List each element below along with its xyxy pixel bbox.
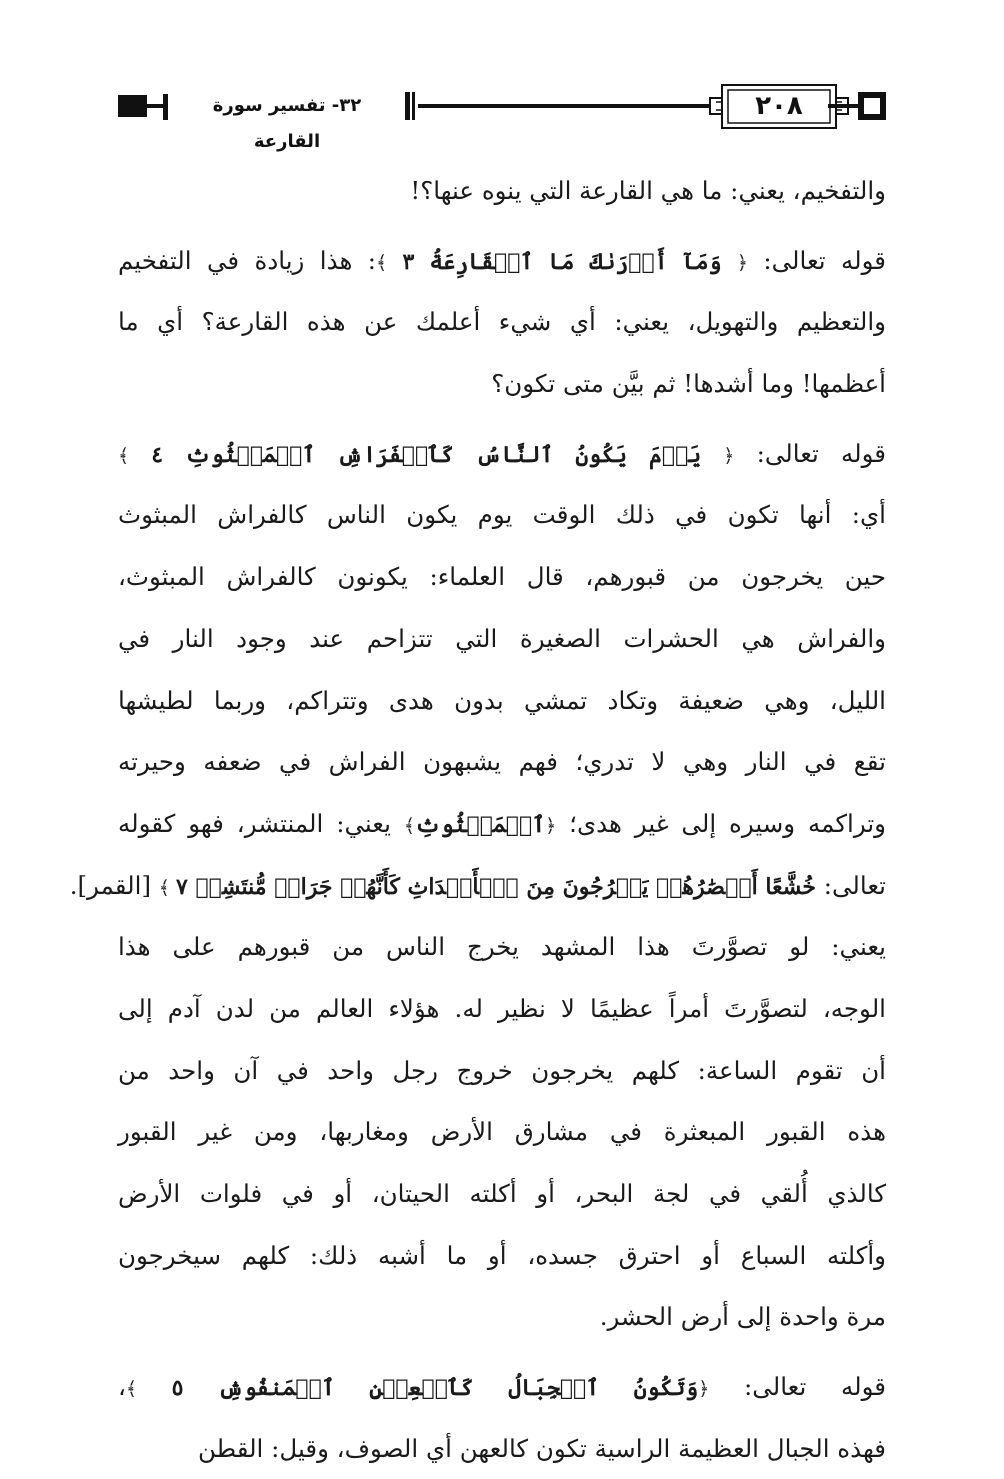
text-line — [118, 1040, 886, 1102]
text-line — [118, 608, 886, 670]
text-run: فهذه الجبال العظيمة الراسية تكون كالعهن أي الصوف، وقيل: القطن — [197, 1433, 886, 1463]
text-run: الوجه، لتصوَّرتَ أمراً عظيمًا لا نظير له. هؤلاء العالم من لدن آدم إلى — [118, 993, 886, 1023]
text-line — [118, 484, 886, 546]
chapter-title: ٣٢- تفسير سورة القارعة — [212, 95, 362, 152]
text-run: أن تقوم الساعة: كلهم يخرجون خروج رجل واحد في آن واحد من — [118, 1055, 886, 1085]
text-line — [118, 978, 886, 1040]
quran-verse: خُشَّعًا أَبۡصَٰرُهُمۡ يَخۡرُجُونَ مِنَ ٱلۡأَجۡدَاثِ كَأَنَّهُمۡ جَرَادٞ مُّنتَشِرٞ ٧ — [175, 873, 816, 900]
text-line — [118, 1163, 886, 1225]
text-line — [118, 160, 886, 222]
ornate-bracket: ﴿ — [723, 444, 735, 467]
text-run: أي: أنها تكون في ذلك الوقت يوم يكون الناس كالفراش المبثوث — [118, 500, 886, 530]
text-line — [118, 731, 886, 793]
text-run: أعظمها! وما أشدها! ثم بيَّن متى تكون؟ — [491, 369, 886, 399]
ornate-bracket: ﴾ — [376, 251, 388, 274]
text-line — [118, 1225, 886, 1287]
text-line — [118, 1286, 886, 1348]
quran-verse: يَوۡمَ يَكُونُ ٱلنَّاسُ كَٱلۡفَرَاشِ ٱلۡمَبۡثُوثِ ٤ — [129, 441, 724, 468]
ornate-bracket: ﴿ — [736, 251, 748, 274]
text-run: قوله تعالى: — [747, 245, 886, 275]
text-line — [118, 1356, 886, 1418]
text-line — [118, 291, 886, 353]
text-run: قوله تعالى: — [709, 1372, 886, 1402]
text-run: الليل، وهي ضعيفة وتكاد تمشي بدون هدى وتتراكم، وربما لطيشها — [118, 685, 886, 715]
text-line — [118, 670, 886, 732]
text-run: وتراكمه وسيره إلى غير هدى؛ — [556, 808, 886, 838]
text-line — [69, 855, 886, 917]
text-line — [118, 1101, 886, 1163]
text-run: ، — [118, 1372, 126, 1402]
body-text — [69, 160, 886, 1479]
text-run: قوله تعالى: — [734, 438, 886, 468]
ornate-bracket: ﴾ — [118, 444, 130, 467]
quran-verse: ٱلۡمَبۡثُوثِ — [414, 811, 546, 838]
text-line — [118, 916, 886, 978]
quran-verse: وَمَآ أَدۡرَىٰكَ مَا ٱلۡقَارِعَةُ ٣ — [387, 248, 737, 275]
text-run: وأكلته السباع أو احترق جسده، أو ما أشبه ذلك: كلهم سيخرجون — [118, 1240, 886, 1270]
ornate-bracket: ﴿ — [698, 1378, 710, 1401]
text-run: : هذا زيادة في التفخيم — [118, 245, 377, 275]
ornate-bracket: ﴾ — [403, 814, 415, 837]
header-ornament-rule — [0, 0, 1004, 150]
text-run: والفراش هي الحشرات الصغيرة التي تتزاحم عند وجود النار في — [118, 623, 886, 653]
text-run: [القمر]. — [69, 870, 159, 900]
ornate-bracket: ﴿ — [545, 814, 557, 837]
ornate-bracket: ﴾ — [125, 1378, 138, 1401]
text-run: يعني: لو تصوَّرتَ هذا المشهد يخرج الناس من قبورهم على هذا — [118, 932, 886, 962]
text-run: والتفخيم، يعني: ما هي القارعة التي ينوه عنها؟! — [410, 176, 886, 205]
text-run: كالذي أُلقي في لجة البحر، أو أكلته الحيتان، أو في فلوات الأرض — [118, 1179, 886, 1208]
text-run: هذه القبور المبعثرة في مشارق الأرض ومغاربها، ومن غير القبور — [118, 1117, 886, 1147]
quran-verse: وَتَكُونُ ٱلۡجِبَالُ كَٱلۡعِهۡنِ ٱلۡمَنفُوشِ ٥ — [137, 1375, 699, 1402]
text-run: مرة واحدة إلى أرض الحشر. — [599, 1302, 886, 1332]
page-number: ٢٠٨ — [755, 91, 803, 121]
text-run: تعالى: — [815, 870, 886, 900]
text-run: حين يخرجون من قبورهم، قال العلماء: يكونون كالفراش المبثوث، — [118, 562, 886, 592]
text-run: والتعظيم والتهويل، يعني: أي شيء أعلمك عن هذه القارعة؟ أي ما — [118, 307, 886, 337]
text-line — [118, 793, 886, 855]
text-line — [118, 1418, 886, 1479]
page-header — [0, 0, 1004, 150]
text-run: يعني: المنتشر، فهو كقوله — [118, 808, 404, 838]
text-line — [118, 423, 886, 485]
text-line — [118, 353, 886, 415]
ornate-bracket: ﴾ — [158, 876, 176, 899]
text-line — [118, 546, 886, 608]
text-run: تقع في النار وهي لا تدري؛ فهم يشبهون الفراش في ضعفه وحيرته — [118, 747, 886, 777]
text-line — [118, 230, 886, 292]
